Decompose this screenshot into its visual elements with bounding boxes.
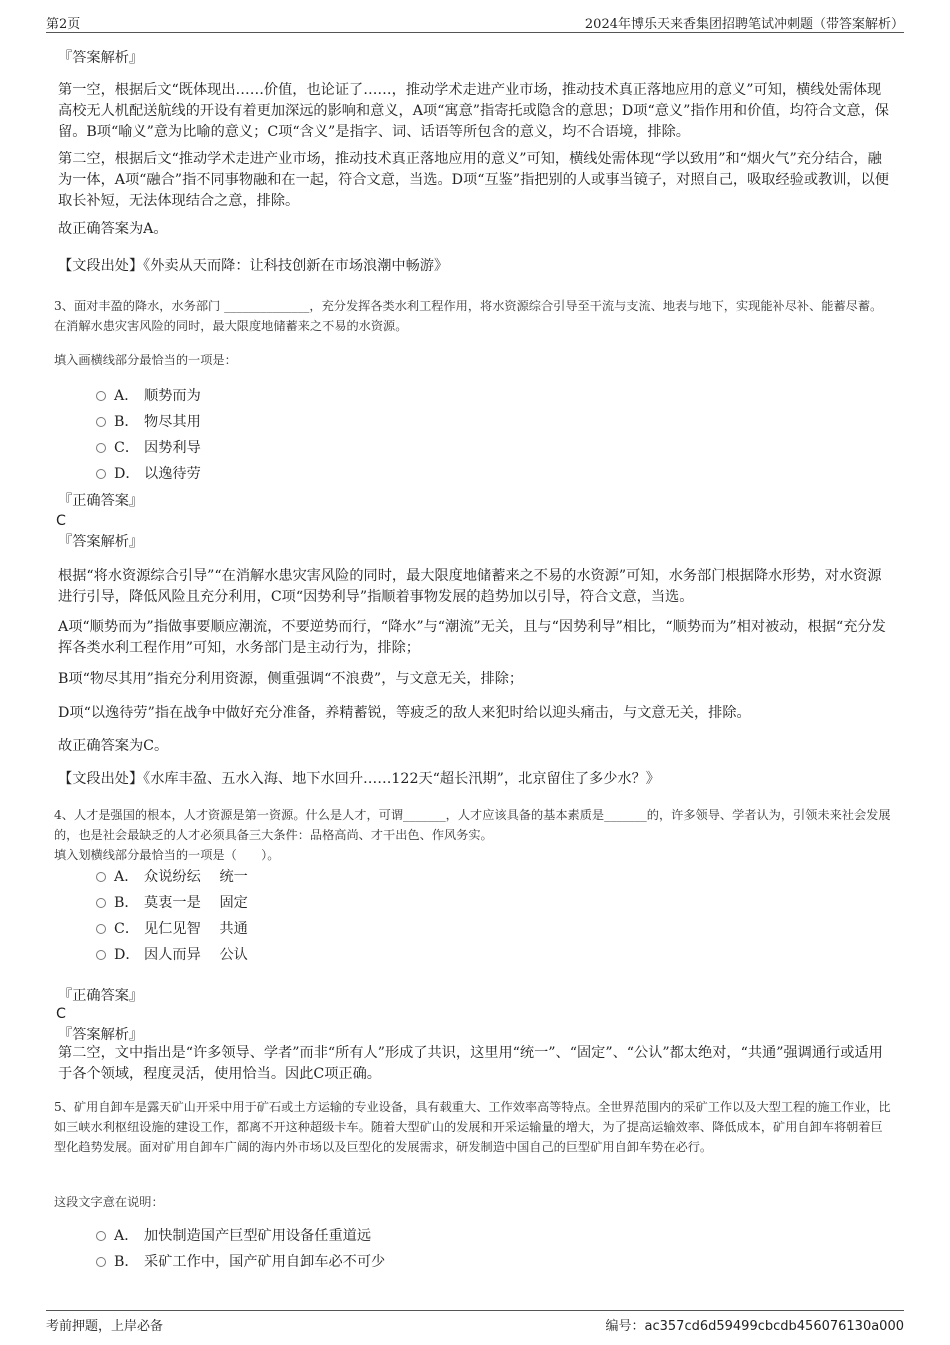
radio-icon[interactable] — [96, 417, 106, 427]
option-text: 见仁见智 共通 — [144, 921, 248, 937]
q2-analysis-para1: 第一空，根据后文“既体现出……价值，也论证了……，推动学术走进产业市场，推动技术真正落地应用的意义”可知，横线处需体现高校无人机配送航线的开设有着更加深远的影响和意义，A项“寓意”指寄托或隐含的意思；D项“意义”指作用和价值，均符合文意，保留。B项“喻义”意为比喻的意义；C项“含义”是指字、词、话语等所包含的意义，均不合语境，排除。 — [58, 82, 889, 140]
q5-prompt: 这段文字意在说明： — [54, 1195, 164, 1209]
radio-icon[interactable] — [96, 898, 106, 908]
radio-icon[interactable] — [96, 469, 106, 479]
q4-correct-answer: C — [56, 1006, 66, 1022]
q5-stem: 5、矿用自卸车是露天矿山开采中用于矿石或土方运输的专业设备，具有载重大、工作效率高等特点。全世界范围内的采矿工作以及大型工程的施工作业，比如三峡水利枢纽设施的建设工作，都离不开这种超级卡车。随着大型矿山的发展和开采运输量的增大，为了提高运输效率、降低成本，矿用自卸车将朝着巨型化趋势发展。面对矿用自卸车广阔的海内外市场以及巨型化的发展需求，研发制造中国自己的巨型矿用自卸车势在必行。 — [54, 1100, 891, 1154]
q4-analysis-label: 『答案解析』 — [58, 1027, 144, 1043]
q3-conclusion: 故正确答案为C。 — [58, 738, 169, 754]
option-letter: B． — [114, 1254, 139, 1270]
document-code — [606, 1315, 905, 1334]
document-title: 2024年博乐天来香集团招聘笔试冲刺题（带答案解析） — [584, 17, 904, 32]
q4-option-b[interactable] — [96, 893, 248, 913]
option-text: 物尽其用 — [144, 414, 201, 430]
option-letter: B． — [114, 414, 139, 430]
page-header — [46, 10, 904, 33]
q3-stem: 3、面对丰盈的降水，水务部门 ______________，充分发挥各类水利工程作用，将水资源综合引导至干流与支流、地表与地下，实现能补尽补、能蓄尽蓄。在消解水患灾害风险的同时，最大限度地储蓄来之不易的水资源。 — [54, 299, 883, 333]
q5-option-b[interactable] — [96, 1252, 385, 1272]
code-label: 编号： — [605, 1319, 645, 1334]
code-value: ac357cd6d59499cbcdb456076130a000 — [644, 1319, 904, 1334]
option-text: 加快制造国产巨型矿用设备任重道远 — [144, 1228, 372, 1244]
q3-source: 【文段出处】《水库丰盈、五水入海、地下水回升……122天“超长汛期”，北京留住了多少水？》 — [58, 771, 660, 787]
option-letter: D． — [114, 947, 140, 963]
radio-icon[interactable] — [96, 872, 106, 882]
page-footer — [46, 1310, 904, 1333]
q2-analysis-para2: 第二空，根据后文“推动学术走进产业市场，推动技术真正落地应用的意义”可知，横线处需体现“学以致用”和“烟火气”充分结合，融为一体，A项“融合”指不同事物融和在一起，符合文意，当选。D项“互鉴”指把别的人或事当镜子，对照自己，吸取经验或教训，以便取长补短，无法体现结合之意，排除。 — [58, 151, 889, 209]
q3-analysis-para4: D项“以逸待劳”指在战争中做好充分准备，养精蓄锐，等疲乏的敌人来犯时给以迎头痛击，与文意无关，排除。 — [58, 705, 751, 721]
option-letter: A． — [114, 388, 139, 404]
q3-correct-label: 『正确答案』 — [58, 493, 144, 509]
q2-conclusion: 故正确答案为A。 — [58, 221, 168, 237]
q2-source: 【文段出处】《外卖从天而降：让科技创新在市场浪潮中畅游》 — [58, 258, 449, 274]
option-text: 因势利导 — [144, 440, 201, 456]
q3-correct-answer: C — [56, 513, 66, 529]
q3-prompt: 填入画横线部分最恰当的一项是： — [54, 353, 237, 367]
option-text: 众说纷纭 统一 — [144, 869, 248, 885]
option-letter: D． — [114, 466, 140, 482]
footer-slogan: 考前押题，上岸必备 — [46, 1319, 164, 1334]
option-letter: B． — [114, 895, 139, 911]
q5-option-a[interactable] — [96, 1226, 371, 1246]
q4-option-c[interactable] — [96, 919, 248, 939]
q3-analysis-para1: 根据“将水资源综合引导”“在消解水患灾害风险的同时，最大限度地储蓄来之不易的水资源”可知，水务部门根据降水形势，对水资源进行引导，降低风险且充分利用，C项“因势利导”指顺着事物发展的趋势加以引导，符合文意，当选。 — [58, 568, 882, 605]
radio-icon[interactable] — [96, 950, 106, 960]
option-letter: C． — [114, 921, 140, 937]
q3-option-c[interactable] — [96, 438, 201, 458]
radio-icon[interactable] — [96, 391, 106, 401]
option-letter: A． — [114, 869, 139, 885]
q4-option-a[interactable] — [96, 867, 248, 887]
q3-analysis-label: 『答案解析』 — [58, 534, 144, 550]
option-text: 因人而异 公认 — [144, 947, 248, 963]
q3-option-b[interactable] — [96, 412, 201, 432]
option-letter: A． — [114, 1228, 139, 1244]
option-text: 以逸待劳 — [144, 466, 201, 482]
q2-analysis-label: 『答案解析』 — [58, 50, 144, 66]
option-text: 顺势而为 — [144, 388, 201, 404]
option-text: 采矿工作中，国产矿用自卸车必不可少 — [144, 1254, 386, 1270]
q4-prompt: 填入划横线部分最恰当的一项是（ ）。 — [54, 848, 280, 862]
page-number: 第2页 — [46, 17, 81, 32]
q4-analysis-para1: 第二空，文中指出是“许多领导、学者”而非“所有人”形成了共识，这里用“统一”、“固定”、“公认”都太绝对，“共通”强调通行或适用于各个领域，程度灵活，使用恰当。因此C项正确。 — [58, 1045, 883, 1082]
q3-analysis-para2: A项“顺势而为”指做事要顺应潮流，不要逆势而行，“降水”与“潮流”无关，且与“因势利导”相比，“顺势而为”相对被动，根据“充分发挥各类水利工程作用”可知，水务部门是主动行为，排除； — [58, 619, 886, 656]
q3-option-a[interactable] — [96, 386, 201, 406]
q3-analysis-para3: B项“物尽其用”指充分利用资源，侧重强调“不浪费”，与文意无关，排除； — [58, 671, 524, 687]
option-text: 莫衷一是 固定 — [144, 895, 248, 911]
radio-icon[interactable] — [96, 1231, 106, 1241]
q4-stem: 4、人才是强国的根本，人才资源是第一资源。什么是人才，可谓_______，人才应该具备的基本素质是_______的，许多领导、学者认为，引领未来社会发展的，也是社会最缺乏的人才必须具备三大条件：品格高尚、才干出色、作风务实。 — [54, 808, 891, 842]
radio-icon[interactable] — [96, 1257, 106, 1267]
radio-icon[interactable] — [96, 443, 106, 453]
q4-correct-label: 『正确答案』 — [58, 988, 144, 1004]
q3-option-d[interactable] — [96, 464, 201, 484]
radio-icon[interactable] — [96, 924, 106, 934]
option-letter: C． — [114, 440, 140, 456]
q4-option-d[interactable] — [96, 945, 248, 965]
